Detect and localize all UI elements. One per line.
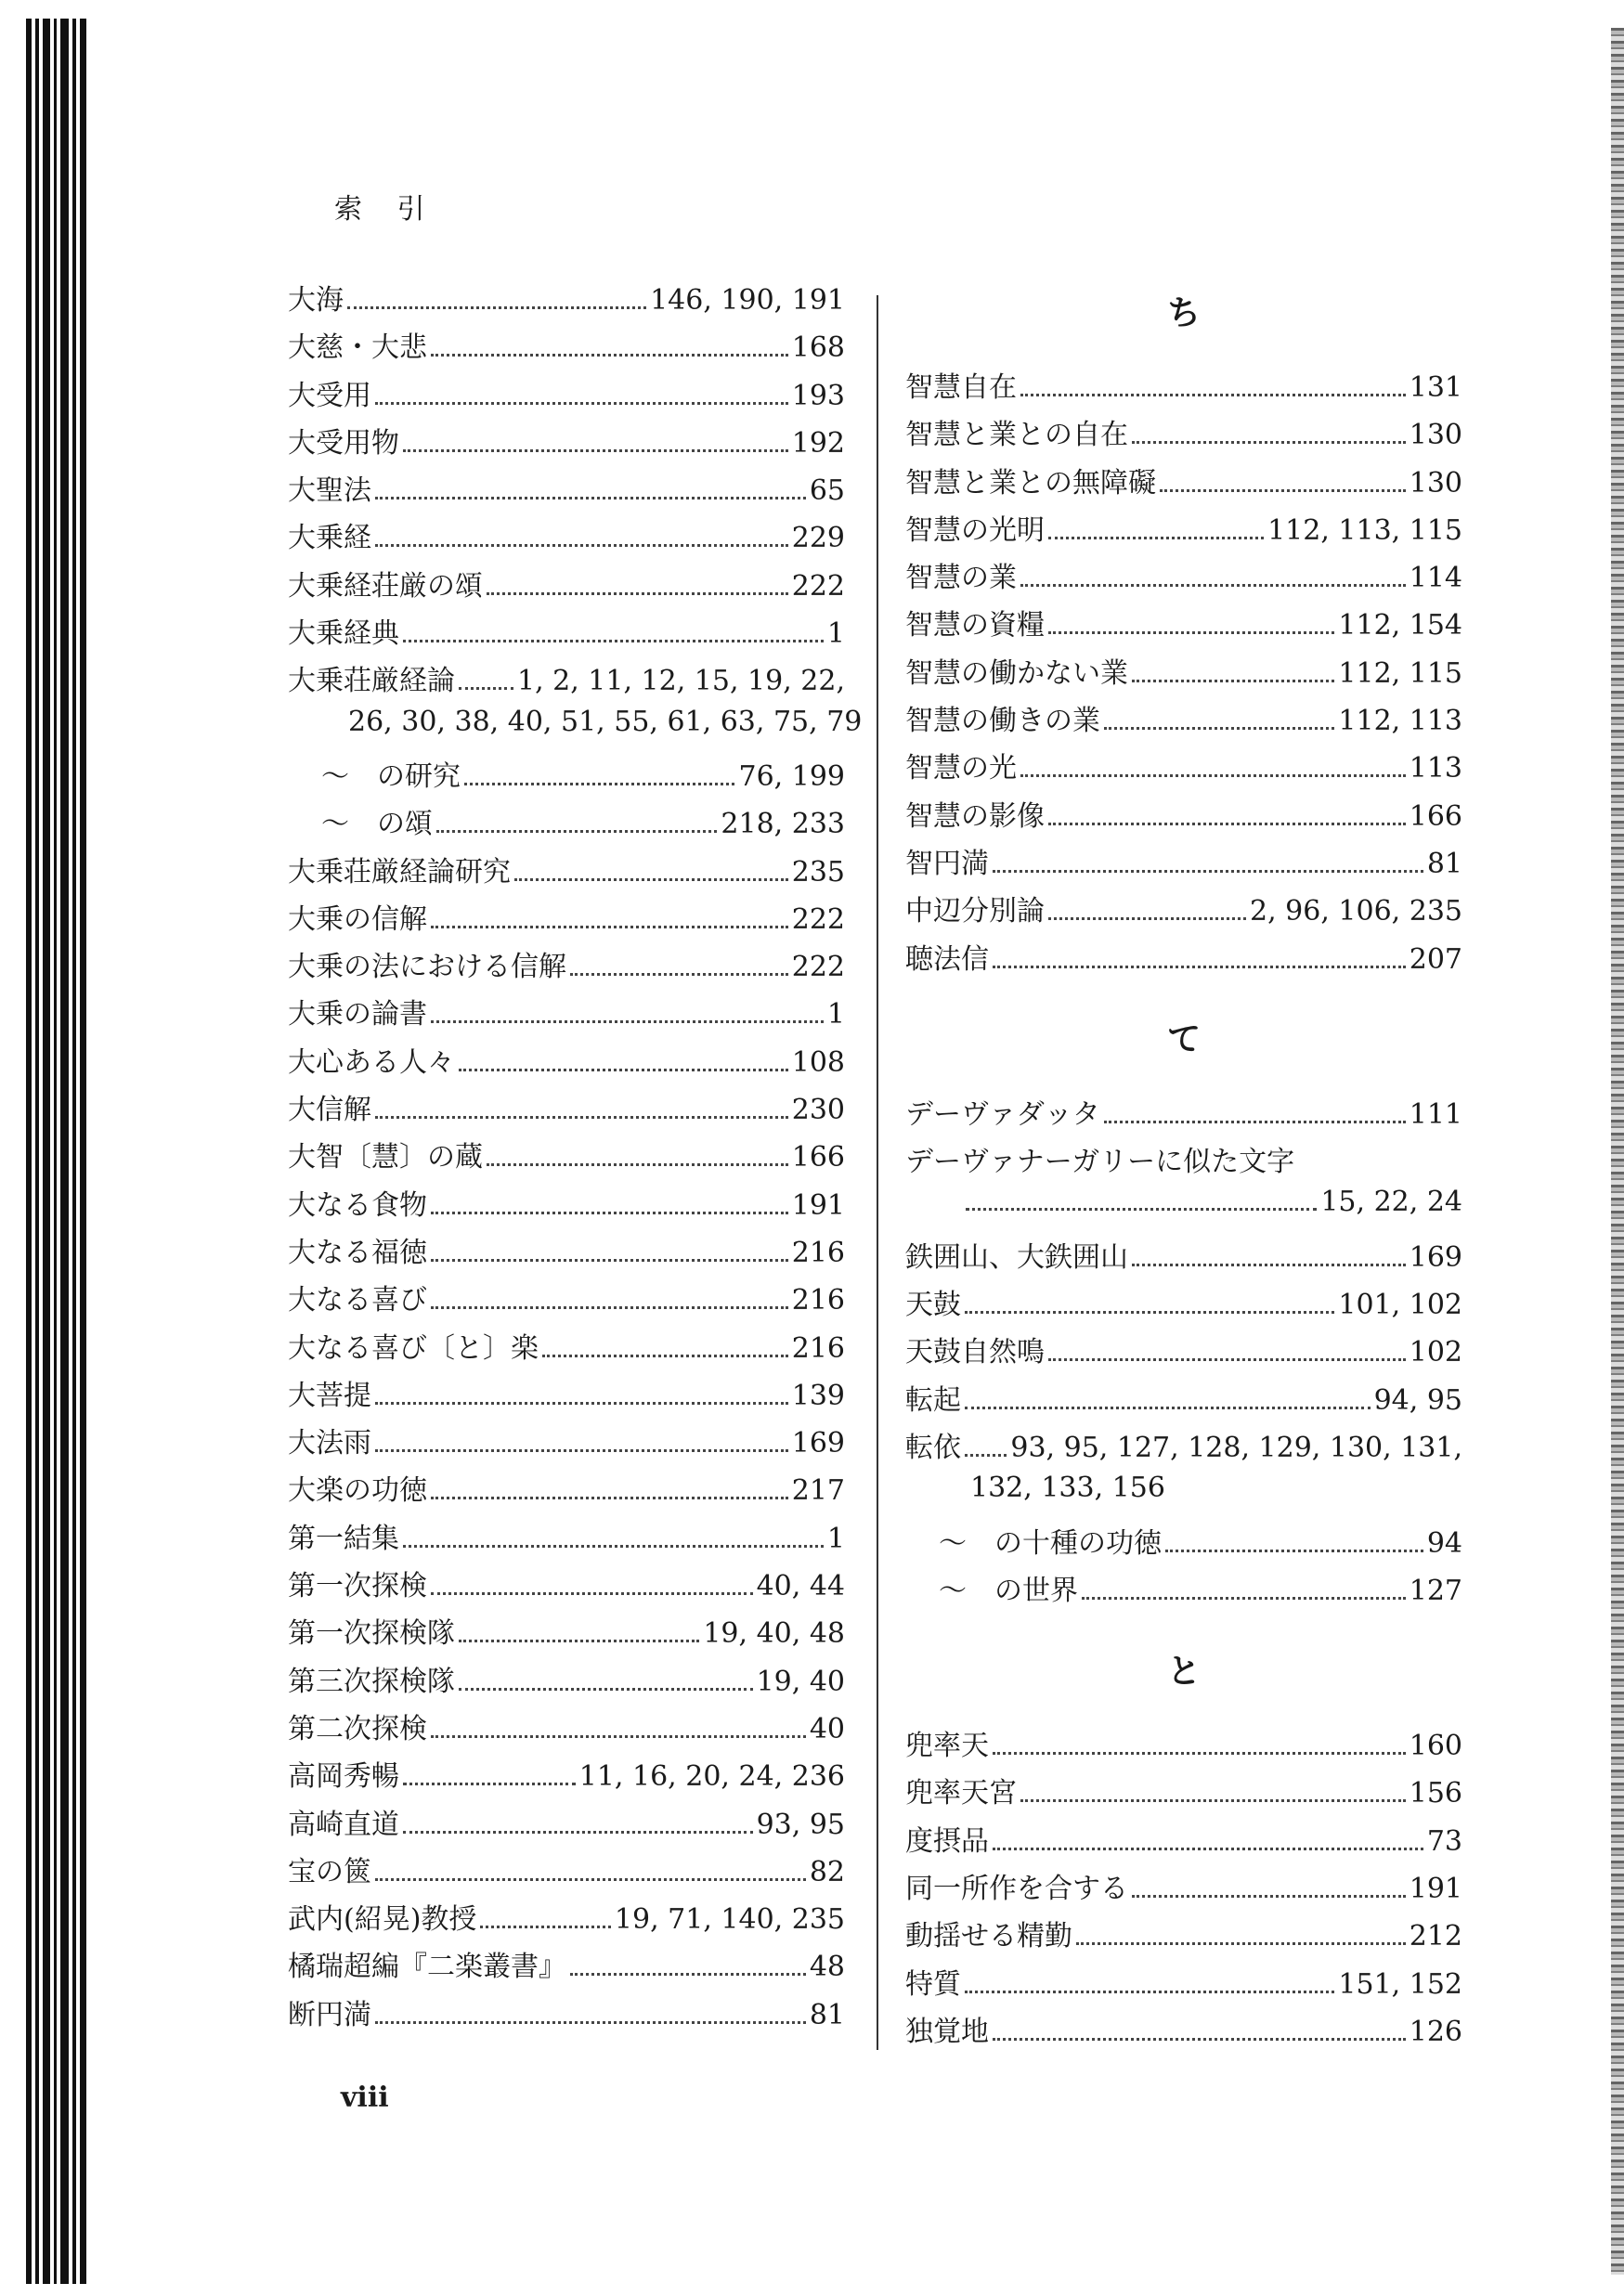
index-entry	[905, 1091, 1462, 1138]
section-heading: ち	[1166, 292, 1201, 332]
index-entry	[905, 460, 1462, 507]
index-entry	[905, 793, 1462, 840]
index-term: 〜 の研究	[321, 759, 461, 793]
index-entry	[288, 277, 845, 324]
index-term: 大乗の論書	[288, 998, 427, 1031]
index-page-numbers: 193	[791, 379, 845, 412]
dot-leader	[403, 449, 788, 452]
index-term: 〜 の世界	[939, 1574, 1078, 1607]
index-entry	[288, 943, 845, 991]
index-term: 大乗経典	[288, 617, 399, 651]
dot-leader	[1020, 774, 1406, 777]
index-entry	[288, 1325, 845, 1372]
index-page-numbers: 40	[809, 1712, 845, 1745]
section-gap	[905, 1070, 1462, 1091]
dot-leader	[375, 1116, 788, 1119]
index-page-numbers: 94	[1426, 1526, 1462, 1560]
index-entry	[288, 1467, 845, 1514]
index-entry	[288, 991, 845, 1038]
dot-leader	[375, 402, 788, 405]
index-term: 第二次探検	[288, 1712, 427, 1745]
index-page-numbers: 111	[1409, 1097, 1462, 1131]
dot-leader	[431, 1497, 788, 1499]
index-page-numbers: 114	[1409, 562, 1462, 595]
index-page-numbers: 191	[791, 1188, 845, 1222]
index-entry	[288, 324, 845, 371]
dot-leader	[1048, 1358, 1406, 1361]
dot-leader	[965, 1311, 1334, 1314]
index-page-numbers: 102	[1409, 1336, 1462, 1369]
dot-leader	[431, 1020, 824, 1023]
dot-leader	[1048, 631, 1334, 634]
dot-leader	[1082, 1597, 1406, 1600]
section-gap	[905, 1702, 1462, 1722]
index-entry	[288, 1563, 845, 1610]
index-entry	[288, 420, 845, 467]
index-entry-continuation: 132, 133, 156	[970, 1472, 1165, 1505]
page-right-edge	[1611, 28, 1624, 2275]
index-entry	[288, 1086, 845, 1134]
index-term: 第一次探検隊	[288, 1617, 455, 1651]
index-page-numbers: 101, 102	[1338, 1289, 1462, 1322]
dot-leader	[542, 1355, 788, 1357]
index-term: 大乗経	[288, 522, 371, 555]
index-entry	[288, 1658, 845, 1706]
dot-leader	[480, 1926, 610, 1928]
dot-leader	[375, 1402, 788, 1405]
index-page-numbers: 1, 2, 11, 12, 15, 19, 22,	[516, 665, 845, 698]
index-page-numbers: 93, 95, 127, 128, 129, 130, 131,	[1010, 1431, 1462, 1464]
index-page-numbers: 212	[1409, 1920, 1462, 1953]
index-entry	[288, 1182, 845, 1229]
index-term: 大法雨	[288, 1427, 371, 1460]
dot-leader	[431, 1306, 788, 1309]
dot-leader	[1020, 1799, 1406, 1802]
index-term: 智慧自在	[905, 371, 1017, 404]
dot-leader	[1048, 917, 1246, 920]
index-entry	[905, 602, 1462, 649]
index-entry	[905, 411, 1462, 459]
index-term: 智慧と業との無障礙	[905, 466, 1156, 499]
index-page-numbers: 112, 113, 115	[1267, 513, 1462, 547]
index-page-numbers: 94, 95	[1373, 1383, 1462, 1417]
index-term: 動揺せる精勤	[905, 1920, 1072, 1953]
index-page-numbers: 218, 233	[721, 808, 845, 841]
index-entry	[288, 610, 845, 657]
index-entry	[905, 1281, 1462, 1329]
index-entry	[905, 1377, 1462, 1424]
index-page-numbers: 229	[791, 522, 845, 555]
index-term: 天鼓自然鳴	[905, 1336, 1045, 1369]
dot-leader	[966, 1208, 1317, 1211]
index-page-numbers: 82	[809, 1855, 845, 1888]
dot-leader	[1048, 537, 1264, 539]
section-heading: て	[1166, 1019, 1201, 1059]
index-page-numbers: 81	[1426, 847, 1462, 880]
index-page-numbers: 131	[1409, 371, 1462, 404]
index-entry	[905, 1329, 1462, 1376]
page-number: viii	[341, 2082, 389, 2114]
section-gap	[905, 344, 1462, 364]
dot-leader	[487, 1163, 788, 1166]
index-entry	[288, 1039, 845, 1086]
index-term: 断円満	[288, 1998, 371, 2031]
dot-leader	[570, 1973, 806, 1976]
dot-leader	[375, 2021, 806, 2024]
index-page-numbers: 139	[791, 1379, 845, 1412]
index-term: 度摂品	[905, 1824, 989, 1858]
index-page-numbers: 146, 190, 191	[650, 284, 845, 317]
index-page-numbers: 2, 96, 106, 235	[1250, 895, 1462, 928]
index-page-numbers: 166	[791, 1141, 845, 1174]
index-page-numbers: 191	[1409, 1873, 1462, 1906]
index-term: 高岡秀暢	[288, 1760, 399, 1794]
dot-leader	[965, 1454, 1007, 1457]
index-entry	[905, 1722, 1462, 1770]
index-entry	[288, 1706, 845, 1753]
index-entry	[905, 1520, 1462, 1567]
index-term: 大乗の法における信解	[288, 951, 566, 984]
section-heading: と	[1166, 1651, 1201, 1691]
index-page-numbers: 235	[791, 855, 845, 889]
index-page-numbers: 156	[1409, 1777, 1462, 1810]
left-column	[288, 277, 863, 2039]
index-entry	[905, 1138, 1462, 1186]
index-term: 大受用	[288, 379, 371, 412]
dot-leader	[403, 1831, 753, 1834]
dot-leader	[375, 497, 806, 499]
index-page-numbers: 216	[791, 1284, 845, 1317]
index-entry	[288, 1943, 845, 1991]
index-entry	[905, 1234, 1462, 1281]
index-entry	[905, 1913, 1462, 1960]
index-page-numbers: 160	[1409, 1730, 1462, 1763]
index-page-numbers: 1	[826, 998, 845, 1031]
index-page-numbers: 73	[1426, 1824, 1462, 1858]
index-term: 大なる喜び〔と〕楽	[288, 1331, 539, 1365]
running-header: 索 引	[334, 193, 438, 226]
dot-leader	[1076, 1942, 1406, 1945]
index-page-numbers: 113	[1409, 752, 1462, 785]
index-term: 智慧の光明	[905, 513, 1045, 547]
index-term: 智慧の働きの業	[905, 705, 1100, 738]
index-term: 大信解	[288, 1094, 371, 1127]
dot-leader	[431, 926, 788, 928]
index-term: 高崎直道	[288, 1808, 399, 1841]
dot-leader	[431, 354, 788, 357]
index-page-numbers: 93, 95	[756, 1808, 845, 1841]
index-page-numbers: 112, 113	[1338, 705, 1462, 738]
book-binding-edge	[26, 19, 91, 2284]
dot-leader	[993, 1848, 1423, 1850]
index-term: 大乗の信解	[288, 902, 427, 936]
index-page-numbers: 217	[791, 1474, 845, 1508]
index-entry	[288, 563, 845, 610]
dot-leader	[1165, 1550, 1423, 1552]
dot-leader	[375, 544, 788, 547]
dot-leader	[403, 640, 824, 642]
index-page-numbers: 130	[1409, 466, 1462, 499]
dot-leader	[1132, 1895, 1406, 1898]
index-page-numbers: 1	[826, 1522, 845, 1555]
index-term: 大慈・大悲	[288, 331, 427, 365]
index-page-numbers: 222	[791, 951, 845, 984]
index-term: 聴法信	[905, 942, 989, 976]
index-entry	[905, 1770, 1462, 1817]
index-entry	[288, 1229, 845, 1277]
index-entry	[905, 888, 1462, 935]
index-entry	[288, 372, 845, 420]
dot-leader	[993, 1752, 1406, 1755]
dot-leader	[965, 1991, 1334, 1993]
index-term: 〜 の頌	[321, 808, 433, 841]
dot-leader	[1104, 1121, 1406, 1123]
dot-leader	[459, 1688, 753, 1691]
index-entry	[288, 1277, 845, 1324]
dot-leader	[459, 687, 513, 690]
index-term: 大心ある人々	[288, 1045, 455, 1079]
index-term: 大菩提	[288, 1379, 371, 1412]
index-page-numbers: 81	[809, 1998, 845, 2031]
index-entry	[905, 650, 1462, 697]
dot-leader	[375, 1878, 806, 1881]
section-gap	[905, 983, 1462, 1004]
index-entry	[905, 507, 1462, 554]
index-page-numbers: 168	[791, 331, 845, 365]
dot-leader	[1048, 823, 1406, 825]
dot-leader	[464, 783, 734, 785]
index-page-numbers: 1	[826, 617, 845, 651]
index-entry	[288, 800, 845, 848]
dot-leader	[487, 592, 788, 595]
dot-leader	[436, 830, 717, 833]
index-entry	[905, 1818, 1462, 1865]
index-page-numbers: 65	[809, 474, 845, 508]
dot-leader	[993, 2038, 1406, 2041]
index-entry	[288, 1610, 845, 1657]
index-entry	[905, 364, 1462, 411]
index-page-numbers: 169	[1409, 1240, 1462, 1274]
index-page-numbers: 166	[1409, 799, 1462, 833]
index-term: 智慧と業との自在	[905, 419, 1128, 452]
index-entry	[288, 1801, 845, 1848]
index-entry	[905, 840, 1462, 888]
section-gap	[905, 1615, 1462, 1635]
index-term: 兜率天宮	[905, 1777, 1017, 1810]
dot-leader	[514, 878, 788, 881]
index-term: 大楽の功徳	[288, 1474, 427, 1508]
index-term: 大なる食物	[288, 1188, 427, 1222]
index-term: 智慧の影像	[905, 799, 1045, 833]
dot-leader	[431, 1735, 806, 1738]
dot-leader	[375, 1449, 788, 1452]
dot-leader	[347, 306, 646, 309]
index-term: 武内(紹晃)教授	[288, 1903, 477, 1937]
index-term: 独覚地	[905, 2015, 989, 2048]
index-page-numbers: 130	[1409, 419, 1462, 452]
column-divider	[877, 295, 878, 2050]
index-entry	[905, 554, 1462, 602]
index-term: 大海	[288, 284, 344, 317]
index-term: 中辺分別論	[905, 895, 1045, 928]
index-entry	[288, 1372, 845, 1420]
index-page-numbers: 19, 40, 48	[703, 1617, 845, 1651]
dot-leader	[431, 1212, 788, 1214]
index-term: 転依	[905, 1431, 961, 1464]
dot-leader	[1132, 441, 1406, 444]
index-term: 大聖法	[288, 474, 371, 508]
index-page-numbers: 222	[791, 902, 845, 936]
index-term: 大受用物	[288, 426, 399, 460]
index-term: 宝の篋	[288, 1855, 371, 1888]
index-entry	[288, 1848, 845, 1896]
dot-leader	[1020, 394, 1406, 396]
index-entry	[905, 2008, 1462, 2056]
index-entry	[288, 1753, 845, 1800]
index-entry	[288, 467, 845, 514]
index-page-numbers: 48	[809, 1951, 845, 1984]
dot-leader	[1020, 584, 1406, 587]
index-page-numbers: 112, 154	[1338, 609, 1462, 642]
dot-leader	[1132, 680, 1334, 682]
index-entry-continuation: 26, 30, 38, 40, 51, 55, 61, 63, 75, 79	[348, 705, 863, 738]
index-page-numbers: 19, 71, 140, 235	[614, 1903, 845, 1937]
index-page-numbers: 11, 16, 20, 24, 236	[578, 1760, 845, 1794]
index-term: 智慧の働かない業	[905, 656, 1128, 690]
dot-leader	[993, 966, 1406, 968]
index-page-numbers: 207	[1409, 942, 1462, 976]
index-entry	[288, 896, 845, 943]
index-term: 転起	[905, 1383, 961, 1417]
index-term: 橘瑞超編『二楽叢書』	[288, 1951, 566, 1984]
dot-leader	[965, 1407, 1371, 1409]
dot-leader	[403, 1545, 824, 1548]
index-entry	[288, 514, 845, 562]
dot-leader	[403, 1783, 576, 1785]
index-entry	[905, 1567, 1462, 1615]
index-term: 第一結集	[288, 1522, 399, 1555]
index-page-numbers: 192	[791, 426, 845, 460]
index-entry-leader-line	[905, 1186, 1462, 1233]
index-page-numbers: 76, 199	[738, 759, 845, 793]
index-page-numbers: 230	[791, 1094, 845, 1127]
index-page-numbers: 108	[791, 1045, 845, 1079]
index-term: 天鼓	[905, 1289, 961, 1322]
index-term: 第一次探検	[288, 1570, 427, 1603]
index-page-numbers: 127	[1409, 1574, 1462, 1607]
index-term: 〜 の十種の功徳	[939, 1526, 1162, 1560]
index-page-numbers: 216	[791, 1236, 845, 1269]
index-term: 大乗荘厳経論	[288, 665, 455, 698]
index-term: 智円満	[905, 847, 989, 880]
index-entry	[288, 657, 845, 705]
index-term: デーヴァナーガリーに似た文字	[905, 1146, 1295, 1179]
dot-leader	[570, 973, 788, 976]
index-term: デーヴァダッタ	[905, 1097, 1100, 1131]
dot-leader	[1160, 489, 1406, 492]
index-entry	[288, 1896, 845, 1943]
index-term: 智慧の業	[905, 562, 1017, 595]
index-page-numbers: 169	[791, 1427, 845, 1460]
index-term: 大なる福徳	[288, 1236, 427, 1269]
index-term: 智慧の光	[905, 752, 1017, 785]
index-term: 鉄囲山、大鉄囲山	[905, 1240, 1128, 1274]
dot-leader	[1132, 1264, 1406, 1266]
dot-leader	[431, 1592, 753, 1595]
index-entry	[288, 1134, 845, 1181]
index-term: 大智〔慧〕の蔵	[288, 1141, 483, 1174]
index-page-numbers: 151, 152	[1338, 1967, 1462, 2001]
index-entry	[288, 849, 845, 896]
index-entry	[288, 1515, 845, 1563]
index-entry	[288, 753, 845, 800]
dot-leader	[1104, 727, 1334, 730]
index-page-numbers: 112, 115	[1338, 656, 1462, 690]
dot-leader	[431, 1259, 788, 1262]
right-column	[905, 277, 1462, 2056]
index-page-numbers: 19, 40	[756, 1665, 845, 1698]
index-term: 同一所作を合する	[905, 1873, 1128, 1906]
index-term: 大乗経荘厳の頌	[288, 569, 483, 603]
index-term: 大なる喜び	[288, 1284, 427, 1317]
index-term: 智慧の資糧	[905, 609, 1045, 642]
index-entry	[905, 936, 1462, 983]
index-entry	[288, 1420, 845, 1467]
dot-leader	[459, 1640, 699, 1642]
index-entry	[905, 745, 1462, 792]
index-page-numbers: 222	[791, 569, 845, 603]
index-term: 第三次探検隊	[288, 1665, 455, 1698]
index-page-numbers: 40, 44	[756, 1570, 845, 1603]
index-entry	[905, 1424, 1462, 1472]
index-page-numbers: 15, 22, 24	[1320, 1186, 1462, 1219]
index-entry	[905, 697, 1462, 745]
index-entry	[288, 1991, 845, 2039]
index-entry	[905, 1961, 1462, 2008]
index-page-numbers: 126	[1409, 2015, 1462, 2048]
index-term: 兜率天	[905, 1730, 989, 1763]
index-term: 大乗荘厳経論研究	[288, 855, 511, 889]
index-entry	[905, 1865, 1462, 1913]
dot-leader	[993, 870, 1423, 873]
dot-leader	[459, 1069, 788, 1071]
index-term: 特質	[905, 1967, 961, 2001]
index-page-numbers: 216	[791, 1331, 845, 1365]
